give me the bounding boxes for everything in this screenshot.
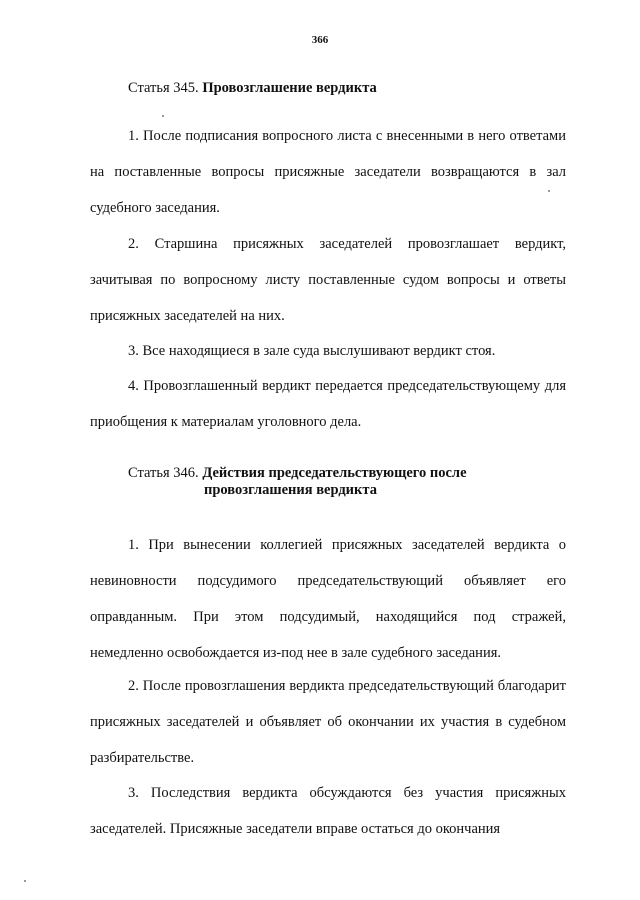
article-346-title: Действия председательствующего после: [202, 465, 467, 481]
article-345-label: Статья 345.: [128, 80, 199, 96]
page-number: 366: [311, 34, 329, 46]
article-345-paragraph-2: 2. Старшина присяжных заседателей провозглашает вердикт, зачитывая по вопросному листу поставленные судом вопросы и ответы присяжных заседателей на них.: [90, 236, 566, 324]
article-346-title-cont: провозглашения вердикта: [204, 482, 377, 498]
article-345-paragraph-1: 1. После подписания вопросного листа с внесенными в него ответами на поставленные вопросы присяжные заседатели возвращаются в зал судебного заседания.: [90, 128, 566, 216]
article-346-paragraph-3: 3. Последствия вердикта обсуждаются без участия присяжных заседателей. Присяжные заседатели вправе остаться до окончания: [90, 785, 566, 837]
scan-speck: [24, 880, 26, 882]
scan-speck: [548, 190, 550, 192]
article-345-paragraph-3: 3. Все находящиеся в зале суда выслушивают вердикт стоя.: [128, 343, 496, 359]
article-346-paragraph-1: 1. При вынесении коллегией присяжных заседателей вердикта о невиновности подсудимого председательствующий объявляет его оправданным. При этом подсудимый, находящийся под стражей, немедленно освобождается из-под нее в зале судебного заседания.: [90, 537, 566, 661]
article-346-paragraph-2: 2. После провозглашения вердикта председательствующий благодарит присяжных заседателей и объявляет об окончании их участия в судебном разбирательстве.: [90, 678, 566, 766]
article-346-label: Статья 346.: [128, 465, 199, 481]
scan-speck: [162, 115, 164, 117]
article-345-paragraph-4: 4. Провозглашенный вердикт передается председательствующему для приобщения к материалам уголовного дела.: [90, 378, 566, 430]
article-346-heading: [128, 465, 467, 499]
article-345-title: Провозглашение вердикта: [202, 80, 377, 96]
article-345-heading: [128, 80, 377, 97]
